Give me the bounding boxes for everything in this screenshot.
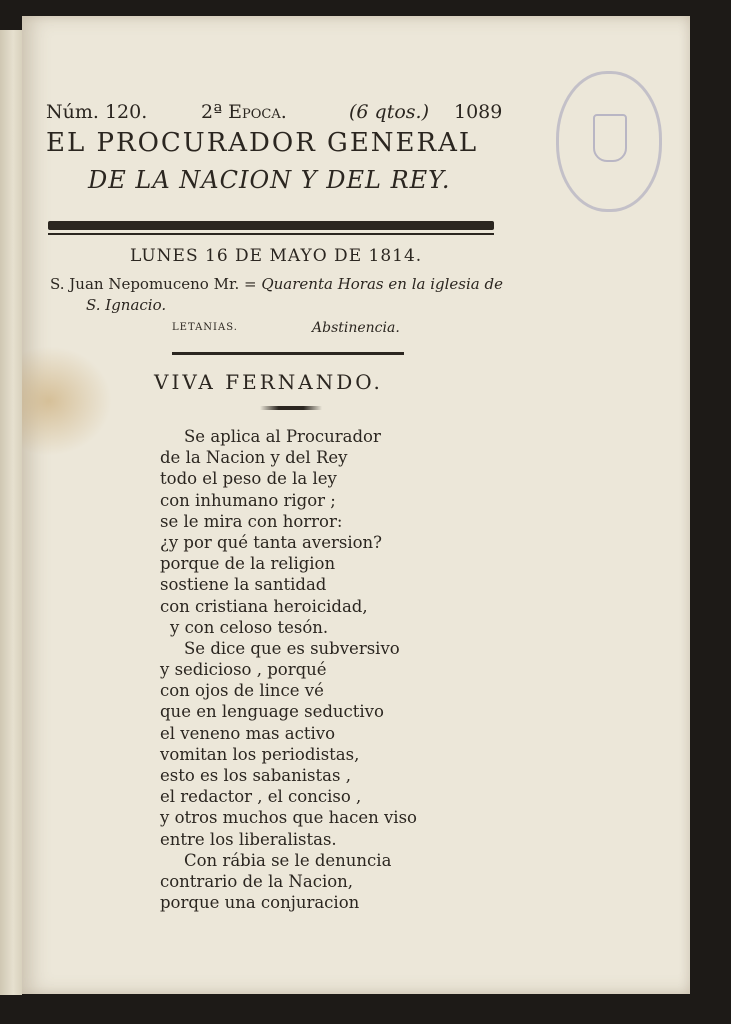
section-rule bbox=[172, 352, 404, 355]
poem-line: Con rábia se le denuncia bbox=[184, 850, 392, 870]
issue-meta-row bbox=[46, 101, 506, 129]
church-name: S. Ignacio. bbox=[86, 296, 167, 314]
issue-date: LUNES 16 DE MAYO DE 1814. bbox=[130, 246, 423, 266]
newspaper-title: EL PROCURADOR GENERAL bbox=[46, 128, 479, 158]
poem-line: Se aplica al Procurador bbox=[184, 427, 381, 446]
poem-line: con ojos de lince vé bbox=[160, 681, 324, 701]
crest-icon bbox=[593, 114, 627, 162]
article-heading: VIVA FERNANDO. bbox=[154, 370, 383, 394]
poem-line: entre los liberalistas. bbox=[160, 829, 337, 849]
poem-line: esto es los sabanistas , bbox=[160, 766, 351, 785]
poem-line: contrario de la Nacion, bbox=[160, 871, 354, 891]
saint-of-day: S. Juan Nepomuceno Mr. = bbox=[50, 275, 262, 293]
masthead bbox=[46, 101, 506, 194]
poem-line: que en lenguage seductivo bbox=[160, 702, 384, 722]
previous-page-edge bbox=[0, 30, 22, 995]
poem-line: sostiene la santidad bbox=[160, 575, 327, 595]
poem-body bbox=[160, 426, 470, 913]
issue-epoch: 2ª Epoca. bbox=[201, 101, 287, 123]
abstinencia-label: Abstinencia. bbox=[312, 320, 400, 336]
newspaper-page bbox=[22, 16, 690, 994]
poem-line: y otros muchos que hacen viso bbox=[160, 808, 417, 828]
newspaper-subtitle: DE LA NACION Y DEL REY. bbox=[88, 166, 451, 194]
poem-line: porque una conjuracion bbox=[160, 893, 360, 913]
flourish-ornament bbox=[260, 406, 322, 410]
poem-line: el redactor , el conciso , bbox=[160, 787, 362, 807]
poem-line: y con celoso tesón. bbox=[170, 617, 329, 637]
poem-line: porque de la religion bbox=[160, 554, 336, 574]
page-folio: 1089 bbox=[454, 101, 503, 123]
poem-line: con inhumano rigor ; bbox=[160, 490, 336, 510]
library-stamp bbox=[556, 71, 662, 212]
poem-line: se le mira con horror: bbox=[160, 511, 343, 531]
letanias-label: LETANIAS. bbox=[172, 322, 238, 333]
poem-line: vomitan los periodistas, bbox=[160, 744, 360, 764]
forty-hours-notice: Quarenta Horas en la iglesia de bbox=[261, 275, 503, 293]
paper-stain bbox=[22, 346, 112, 456]
masthead-rule-thin bbox=[48, 233, 494, 235]
issue-number: Núm. 120. bbox=[46, 101, 148, 123]
poem-line: con cristiana heroicidad, bbox=[160, 596, 368, 616]
poem-line: Se dice que es subversivo bbox=[184, 638, 400, 658]
poem-line: de la Nacion y del Rey bbox=[160, 448, 348, 468]
masthead-rule bbox=[48, 221, 494, 230]
poem-line: todo el peso de la ley bbox=[160, 469, 337, 489]
poem-line: y sedicioso , porqué bbox=[160, 660, 327, 680]
issue-price: (6 qtos.) bbox=[349, 101, 429, 123]
saints-calendar bbox=[50, 274, 510, 316]
poem-line: el veneno mas activo bbox=[160, 723, 336, 743]
poem-line: ¿y por qué tanta aversion? bbox=[160, 532, 383, 552]
